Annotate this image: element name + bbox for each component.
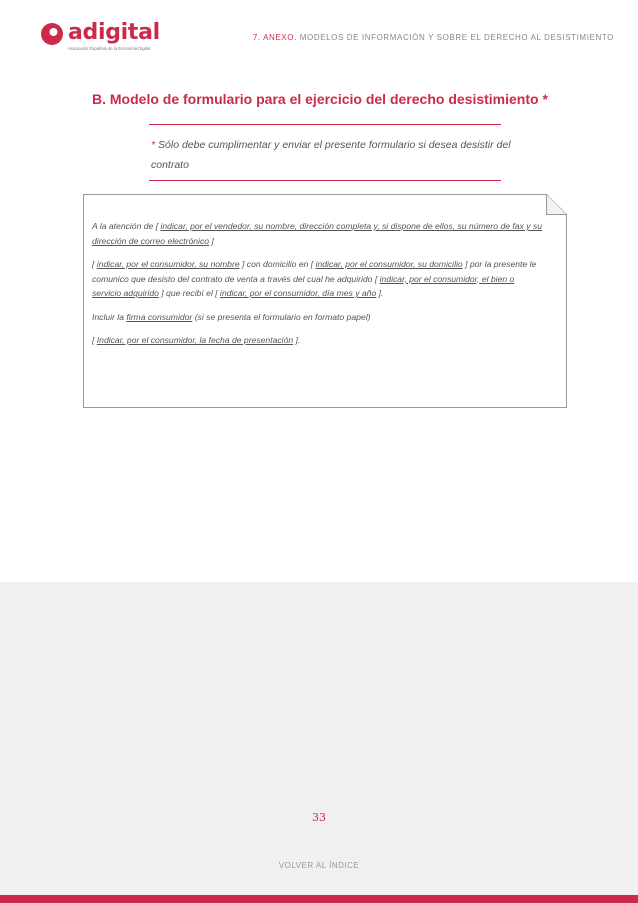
form-paragraph-signature: Incluir la firma consumidor (si se presenta el formulario en formato papel) bbox=[92, 311, 371, 322]
field-receipt-date: indicar, por el consumidor, día mes y año bbox=[220, 288, 377, 298]
form-paragraph-statement: [ indicar, por el consumidor, su nombre ] con domicilio en [ indicar, por el consumidor, su domicilio ] por la presente le comunico que desisto del contrato de venta a través del cual he adquirido [ indicar, por el consumidor, el bien o servicio adquirido ] que recibí el [ indicar, por el consumidor, día mes y año ]. bbox=[92, 259, 537, 298]
brand-logo[interactable] bbox=[40, 20, 180, 54]
note-text: Sólo debe cumplimentar y enviar el presente formulario si desea desistir del contrato bbox=[151, 139, 511, 171]
form-template-box bbox=[83, 194, 567, 408]
page-number: 33 bbox=[312, 811, 326, 824]
footer-accent-bar bbox=[0, 895, 638, 903]
adigital-logo-icon bbox=[40, 22, 64, 46]
brand-tagline: Asociación Española de la Economía Digital bbox=[68, 46, 150, 51]
note-asterisk: * bbox=[151, 139, 156, 151]
note bbox=[151, 135, 511, 175]
form-body bbox=[92, 219, 544, 357]
field-consumer-name: indicar, por el consumidor, su nombre bbox=[96, 259, 240, 269]
field-signature: firma consumidor bbox=[126, 311, 193, 322]
field-seller-details: indicar, por el vendedor, su nombre, dirección completa y, si dispone de ellos, su número de fax y su dirección de correo electrónico bbox=[92, 221, 542, 246]
header-chapter: 7. ANEXO. bbox=[252, 33, 297, 42]
top-divider bbox=[149, 124, 501, 125]
header-title: MODELOS DE INFORMACIÓN Y SOBRE EL DERECHO AL DESISTIMIENTO bbox=[299, 33, 614, 42]
footer-background bbox=[0, 582, 638, 895]
bottom-divider bbox=[149, 180, 501, 181]
back-to-index-link[interactable]: VOLVER AL ÍNDICE bbox=[278, 861, 360, 870]
field-product: indicar, por el consumidor, el bien o servicio adquirido bbox=[92, 273, 515, 298]
section-title: B. Modelo de formulario para el ejercicio del derecho desistimiento * bbox=[92, 91, 548, 107]
field-consumer-address: indicar, por el consumidor, su domicilio bbox=[315, 259, 463, 269]
field-submission-date: Indicar, por el consumidor, la fecha de presentación bbox=[96, 335, 294, 345]
brand-name: adigital bbox=[68, 20, 160, 45]
form-paragraph-recipient: A la atención de [ indicar, por el vendedor, su nombre, dirección completa y, si dispone de ellos, su número de fax y su dirección de correo electrónico ] bbox=[92, 221, 542, 246]
form-paragraph-date: [ Indicar, por el consumidor, la fecha de presentación ]. bbox=[92, 335, 301, 345]
running-header bbox=[253, 33, 614, 42]
